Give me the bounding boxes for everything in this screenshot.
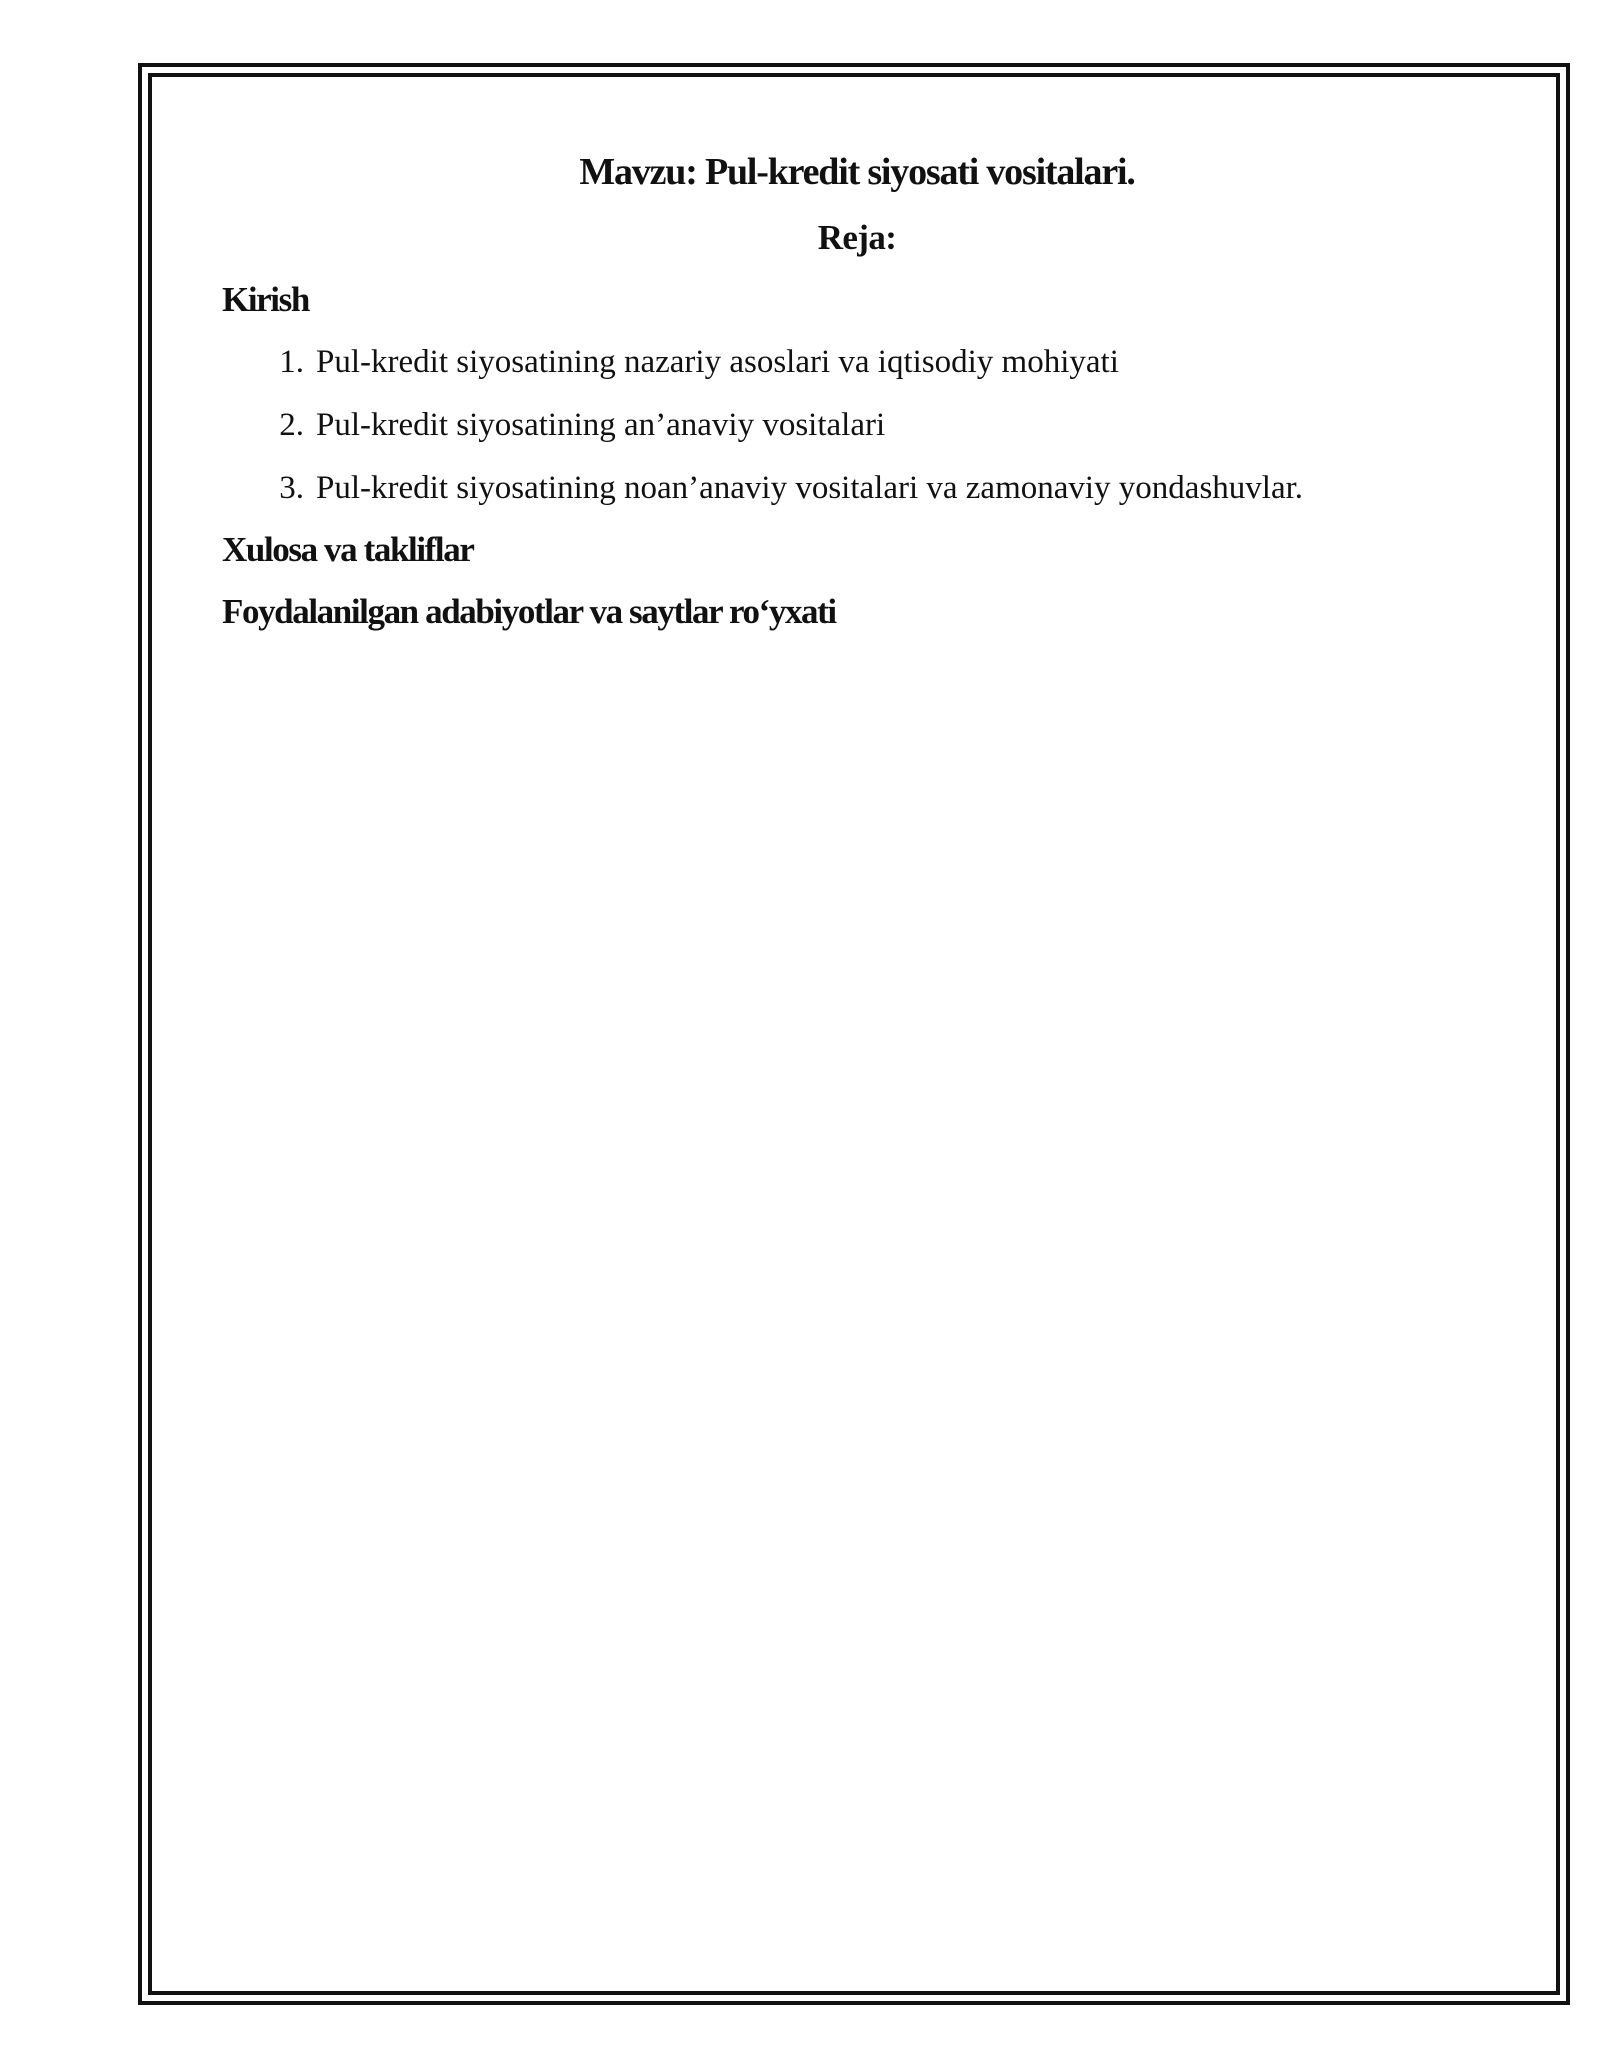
conclusion-heading: Xulosa va takliflar [222,530,474,569]
plan-item-1 [222,340,1492,384]
plan-item-3 [222,466,1492,510]
plan-item-number: 3. [279,470,304,506]
plan-list [222,340,1492,510]
intro-heading: Kirish [222,280,309,319]
document-title: Mavzu: Pul-kredit siyosati vositalari. [579,151,1135,193]
plan-item-text: Pul-kredit siyosatining noan’anaviy vositalari va zamonaviy yondashuvlar. [316,470,1304,506]
plan-item-number: 1. [279,344,304,380]
plan-item-number: 2. [279,407,304,443]
plan-item-2 [222,403,1492,447]
references-heading: Foydalanilgan adabiyotlar va saytlar ro‘yxati [222,592,836,631]
plan-heading: Reja: [817,218,897,257]
plan-item-text: Pul-kredit siyosatining nazariy asoslari va iqtisodiy mohiyati [316,344,1119,380]
document-content [222,148,1492,634]
plan-item-text: Pul-kredit siyosatining an’anaviy vositalari [316,407,886,443]
